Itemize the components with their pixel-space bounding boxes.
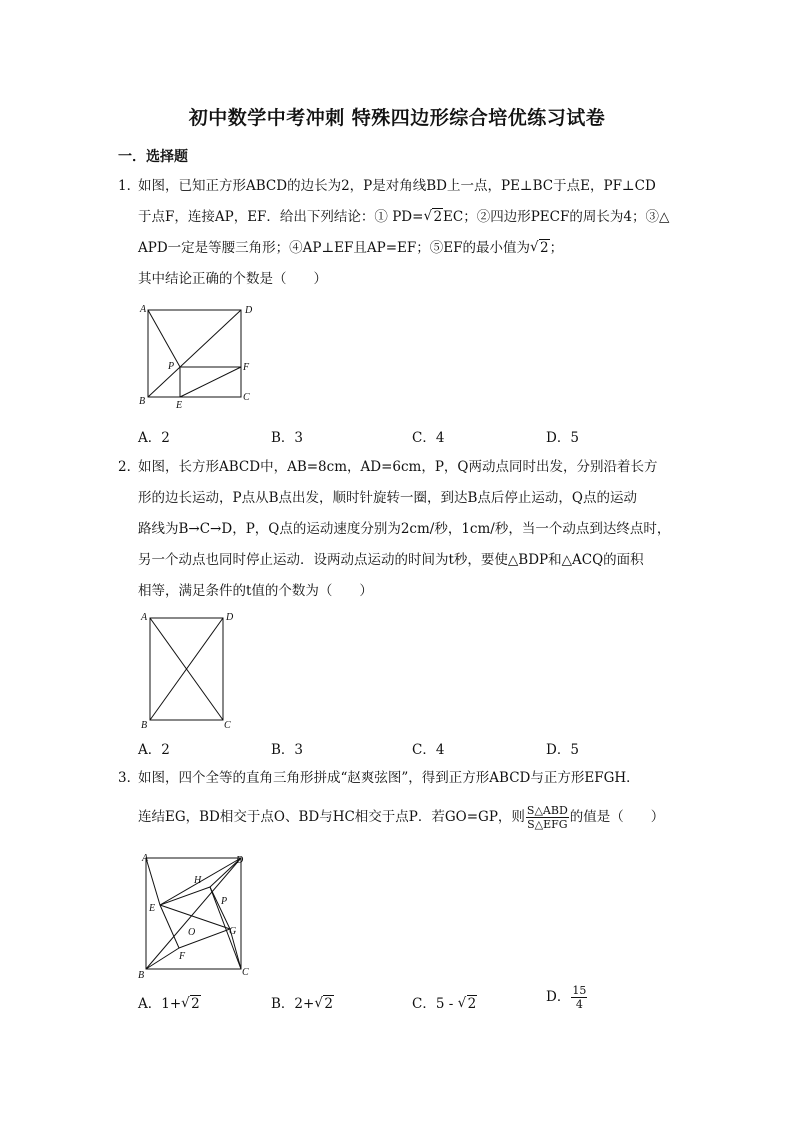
q3-label-e: E: [149, 903, 156, 914]
q1-segment-ap: [148, 310, 180, 367]
q1-number: 1．: [118, 178, 141, 194]
q1-option-d: D．5: [546, 430, 579, 446]
sqrt-expression: [314, 996, 334, 1012]
sqrt-radicand: 2: [191, 996, 200, 1012]
q1-label-c: C: [243, 392, 250, 403]
q2-option-c: C．4: [412, 742, 445, 758]
fraction-numerator: S△ABD: [526, 804, 568, 817]
q3-label-h: H: [194, 875, 202, 886]
q3-figure: [136, 852, 261, 982]
fraction-denominator: S△EFG: [527, 818, 568, 831]
q1-line2-end: EC；②四边形PECF的周长为4；③△: [443, 209, 670, 225]
q3-label-g: G: [229, 926, 237, 937]
q1-figure: [138, 300, 268, 415]
q2-text-line2: 形的边长运动，P点从B点出发，顺时针旋转一圈，到达B点后停止运动，Q点的运动: [138, 490, 637, 506]
q3-option-a-text: A．1+: [138, 996, 182, 1012]
q3-label-d: D: [236, 855, 244, 866]
q3-text-line2: [138, 804, 664, 831]
q3-label-p: P: [221, 896, 228, 907]
q1-text-line4: 其中结论正确的个数是（ ）: [138, 271, 327, 287]
q2-text-line4: 另一个动点也同时停止运动．设两动点运动的时间为t秒，要使△BDP和△ACQ的面积: [138, 552, 644, 568]
q1-label-p: P: [168, 361, 175, 372]
sqrt-radicand: 2: [324, 996, 333, 1012]
sqrt-expression: [458, 996, 478, 1012]
sqrt-radicand: 2: [540, 240, 549, 256]
q2-label-a: A: [141, 612, 148, 623]
sqrt-expression: [181, 996, 201, 1012]
q2-text-line5: 相等，满足条件的t值的个数为（ ）: [138, 583, 373, 599]
option-d-fraction: [571, 984, 587, 1011]
fraction-numerator: 15: [572, 984, 587, 997]
q3-line2-end: 的值是（ ）: [569, 809, 665, 825]
q1-option-b: B．3: [271, 430, 304, 446]
q3-label-f: F: [179, 951, 186, 962]
sqrt-radicand: 2: [433, 209, 443, 225]
q1-label-e: E: [176, 400, 183, 411]
fraction-denominator: 4: [575, 998, 583, 1011]
q2-label-d: D: [226, 612, 234, 623]
q3-label-c: C: [242, 967, 249, 978]
q1-label-b: B: [139, 396, 146, 407]
q3-label-b: B: [138, 970, 145, 981]
q3-segment-bf: [146, 948, 179, 969]
section-heading: 一．选择题: [118, 149, 188, 165]
page-title: 初中数学中考冲刺 特殊四边形综合培优练习试卷: [188, 107, 606, 129]
q1-line3-start: APD一定是等腰三角形；④AP⊥EF且AP=EF；⑤EF的最小值为: [138, 240, 530, 256]
q3-option-d-text: D．: [546, 989, 571, 1005]
q3-option-d: [546, 984, 588, 1011]
q3-line2-start: 连结EG，BD相交于点O、BD与HC相交于点P．若GO=GP，则: [138, 809, 525, 825]
q1-label-f: F: [243, 362, 250, 373]
q3-option-c-text: C．5 -: [412, 996, 458, 1012]
q1-text-line2: [138, 209, 669, 225]
q2-text-line1: 如图，长方形ABCD中，AB=8cm，AD=6cm，P，Q两动点同时出发，分别沿着长方: [138, 459, 658, 475]
q2-option-a: A．2: [138, 742, 170, 758]
q1-line3-end: ；: [549, 240, 564, 256]
area-ratio-fraction: [526, 804, 569, 831]
q1-label-d: D: [245, 305, 253, 316]
sqrt-expression: [530, 240, 550, 256]
q1-diagonal-bd: [148, 310, 241, 397]
q3-label-a: A: [142, 853, 149, 864]
q3-label-o: O: [188, 927, 196, 938]
q3-option-b-text: B．2+: [271, 996, 315, 1012]
q3-text-line1: 如图，四个全等的直角三角形拼成“赵爽弦图”，得到正方形ABCD与正方形EFGH．: [138, 770, 640, 786]
q2-option-d: D．5: [546, 742, 579, 758]
q3-number: 3．: [118, 770, 141, 786]
q2-label-b: B: [141, 720, 148, 731]
q1-text-line1: 如图，已知正方形ABCD的边长为2，P是对角线BD上一点，PE⊥BC于点E，PF⊥CD: [138, 178, 656, 194]
sqrt-radicand: 2: [467, 996, 477, 1012]
q3-segment-ae: [146, 858, 160, 905]
q1-line2-start: 于点F，连接AP，EF．给出下列结论：① PD=: [138, 209, 424, 225]
q2-option-b: B．3: [271, 742, 304, 758]
q1-text-line3: [138, 240, 563, 256]
sqrt-expression: [423, 209, 443, 225]
q1-label-a: A: [140, 304, 147, 315]
q2-text-line3: 路线为B→C→D，P，Q点的运动速度分别为2cm/秒，1cm/秒，当一个动点到达终点时，: [138, 521, 671, 537]
q2-label-c: C: [224, 720, 231, 731]
q3-option-b: [271, 992, 334, 1012]
q1-option-c: C．4: [412, 430, 445, 446]
q3-option-c: [412, 992, 477, 1012]
q2-figure: [138, 608, 248, 733]
q1-option-a: A．2: [138, 430, 170, 446]
q2-number: 2．: [118, 459, 141, 475]
q3-segment-eg: [160, 905, 230, 929]
q3-option-a: [138, 992, 201, 1012]
q1-segment-ef: [180, 367, 241, 397]
